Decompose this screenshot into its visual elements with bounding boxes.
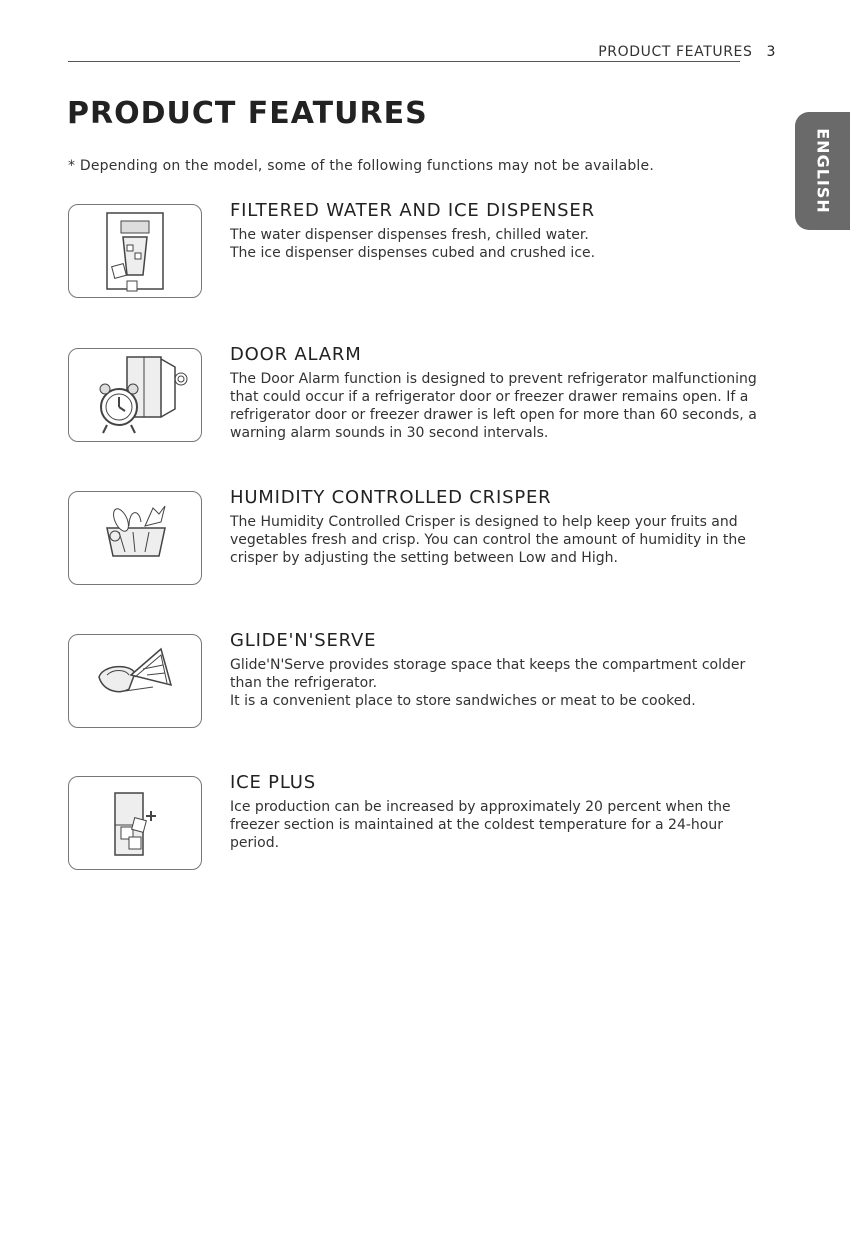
feature-description <box>230 798 770 852</box>
feature-line: period. <box>230 835 280 851</box>
feature-description <box>230 370 770 442</box>
feature-door-alarm <box>68 344 768 444</box>
running-title: PRODUCT FEATURES <box>598 44 753 60</box>
feature-title: ICE PLUS <box>230 772 316 793</box>
language-tab[interactable] <box>795 112 850 230</box>
feature-icon-frame <box>68 491 202 585</box>
feature-icon-frame <box>68 204 202 298</box>
feature-description <box>230 656 770 710</box>
feature-line: that could occur if a refrigerator door or freezer drawer remains open. If a <box>230 389 749 405</box>
feature-glide-n-serve <box>68 630 768 730</box>
language-tab-label: ENGLISH <box>813 128 832 214</box>
feature-description <box>230 513 770 567</box>
feature-line: The ice dispenser dispenses cubed and crushed ice. <box>230 245 596 261</box>
page-title: PRODUCT FEATURES <box>67 96 428 131</box>
page-number: 3 <box>766 44 776 60</box>
feature-icon-frame <box>68 634 202 728</box>
feature-description <box>230 226 770 262</box>
water-dispenser-icon <box>69 205 201 297</box>
header-rule <box>68 61 740 62</box>
feature-line: The Humidity Controlled Crisper is designed to help keep your fruits and <box>230 514 738 530</box>
feature-ice-plus <box>68 772 768 872</box>
availability-note: * Depending on the model, some of the following functions may not be available. <box>68 158 654 174</box>
feature-line: vegetables fresh and crisp. You can control the amount of humidity in the <box>230 532 746 548</box>
feature-water-dispenser <box>68 200 768 300</box>
feature-line: freezer section is maintained at the coldest temperature for a 24-hour <box>230 817 723 833</box>
vegetable-basket-icon <box>69 492 201 584</box>
feature-title: FILTERED WATER AND ICE DISPENSER <box>230 200 595 221</box>
feature-line: The water dispenser dispenses fresh, chilled water. <box>230 227 589 243</box>
feature-line: Ice production can be increased by approximately 20 percent when the <box>230 799 731 815</box>
feature-line: Glide'N'Serve provides storage space that keeps the compartment colder <box>230 657 746 673</box>
feature-icon-frame <box>68 348 202 442</box>
ice-cubes-icon <box>69 777 201 869</box>
feature-line: The Door Alarm function is designed to prevent refrigerator malfunctioning <box>230 371 757 387</box>
feature-line: crisper by adjusting the setting between Low and High. <box>230 550 618 566</box>
sandwich-tray-icon <box>69 635 201 727</box>
feature-humidity-crisper <box>68 487 768 587</box>
alarm-clock-icon <box>69 349 201 441</box>
feature-line: warning alarm sounds in 30 second intervals. <box>230 425 549 441</box>
feature-line: It is a convenient place to store sandwiches or meat to be cooked. <box>230 693 696 709</box>
feature-line: refrigerator door or freezer drawer is left open for more than 60 seconds, a <box>230 407 757 423</box>
feature-line: than the refrigerator. <box>230 675 378 691</box>
feature-icon-frame <box>68 776 202 870</box>
feature-title: DOOR ALARM <box>230 344 362 365</box>
feature-title: GLIDE'N'SERVE <box>230 630 377 651</box>
running-header <box>540 44 776 60</box>
feature-title: HUMIDITY CONTROLLED CRISPER <box>230 487 552 508</box>
